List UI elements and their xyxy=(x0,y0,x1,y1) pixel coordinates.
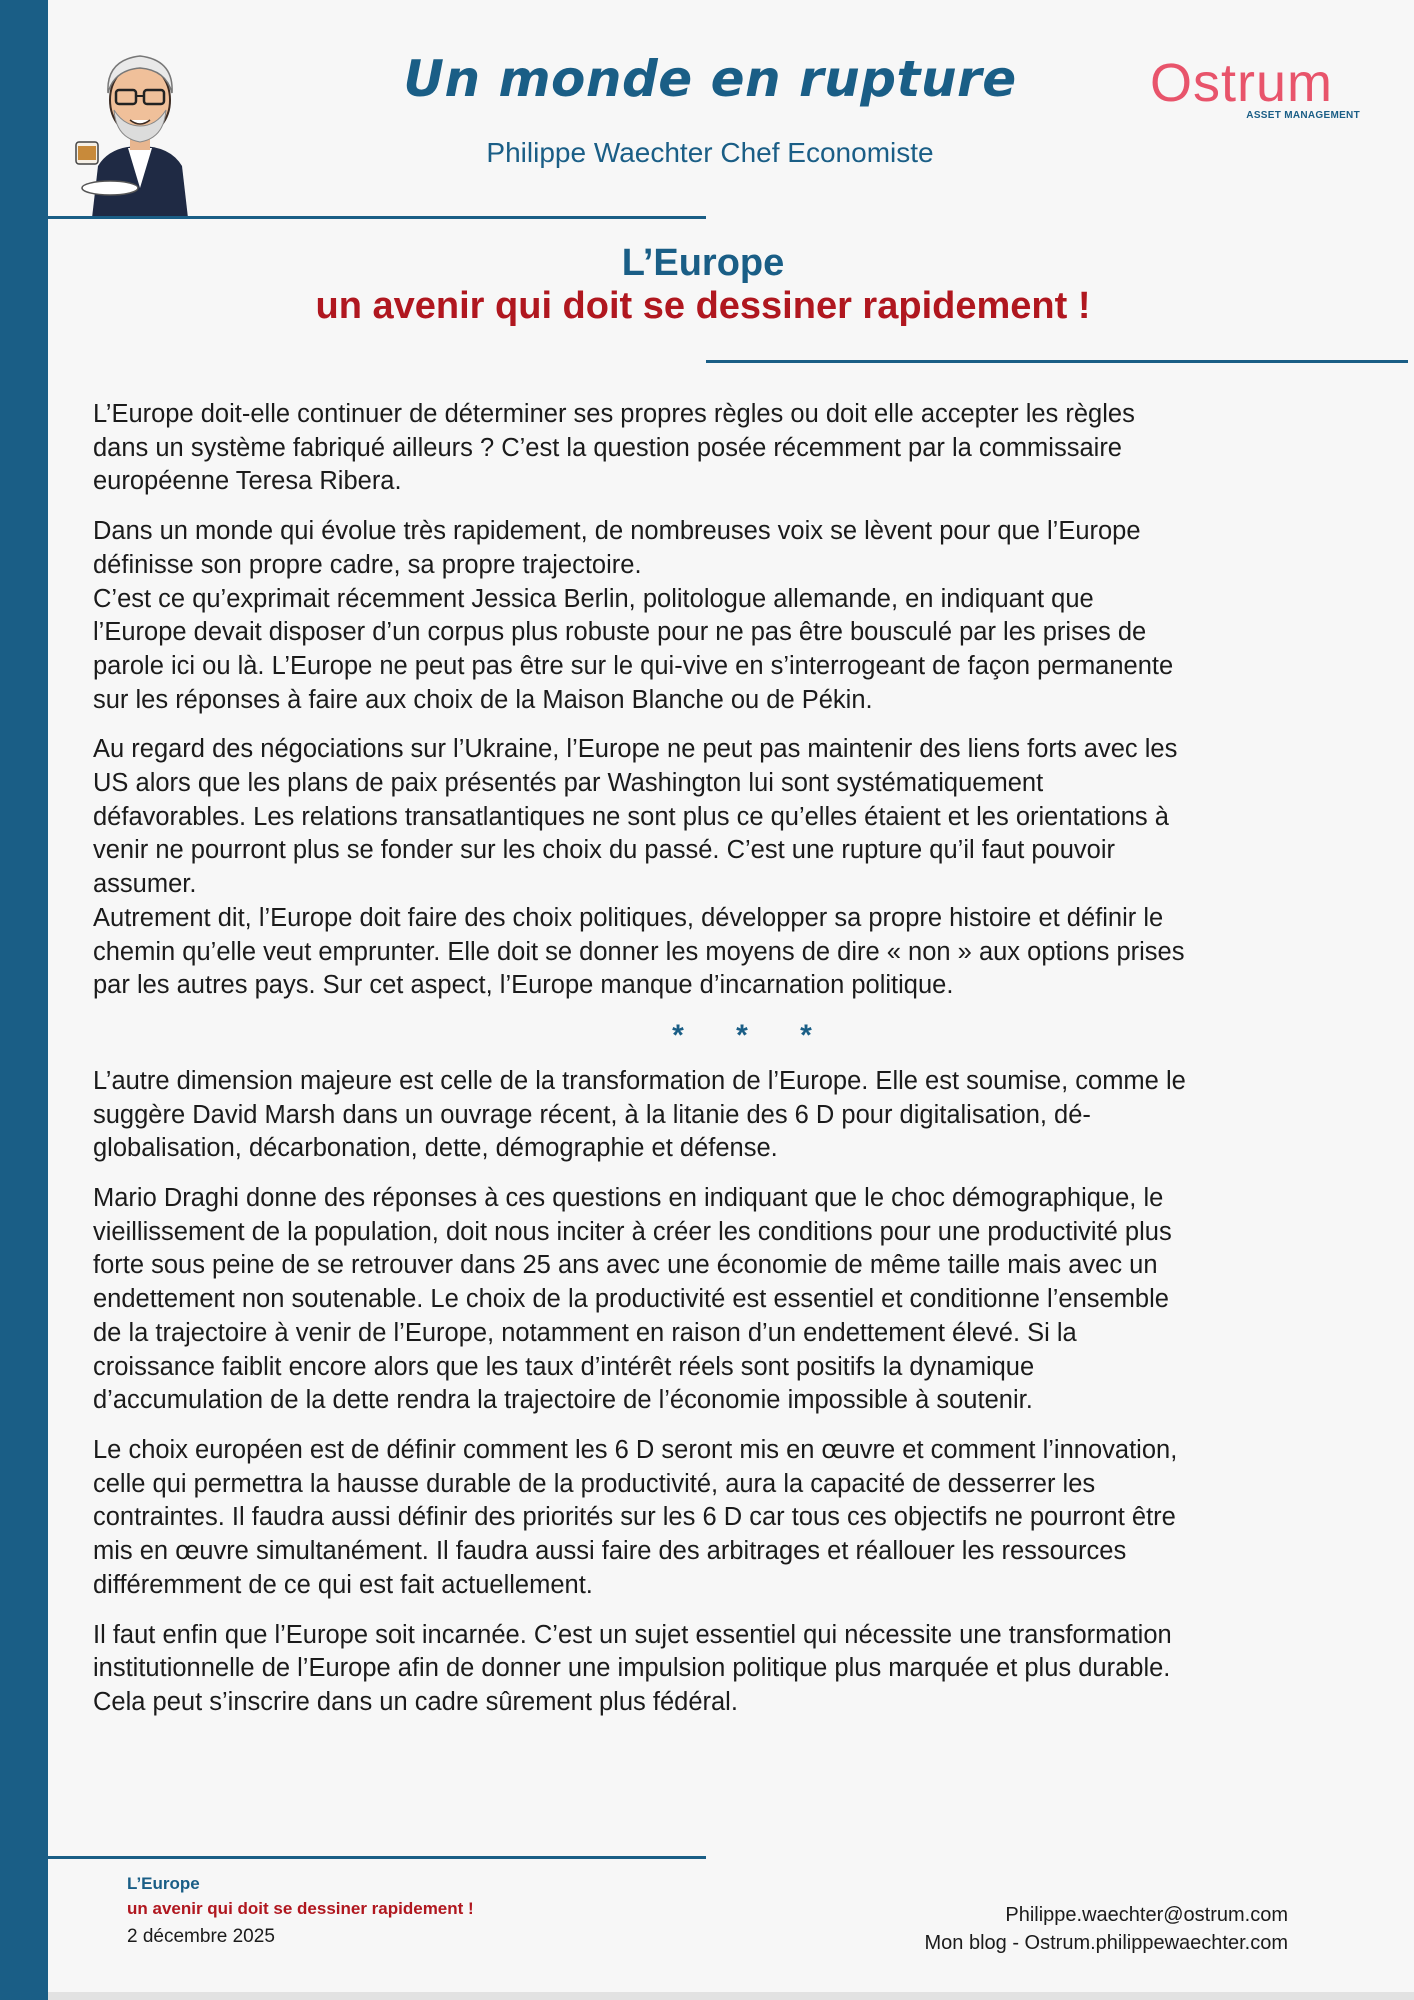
paragraph: L’autre dimension majeure est celle de la transformation de l’Europe. Elle est soumise, comme le suggère David Marsh dans un ouvrage récent, à la litanie des 6 D pour digitalisation, dé- globalisation, décarbonation, dette, démographie et défense. xyxy=(93,1066,1186,1163)
paragraph: Mario Draghi donne des réponses à ces questions en indiquant que le choc démographique, le vieillissement de la population, doit nous inciter à créer les conditions pour une productivité plus forte sous peine de se retrouver dans 25 ans avec une économie de même taille mais avec un endettement non soutenable. Le choix de la productivité est essentiel et conditionne l’ensemble de la trajectoire à venir de l’Europe, notamment en raison d’un endettement élevé. Si la croissance faiblit encore alors que les taux d’intérêt réels sont positifs la dynamique d’accumulation de la dette rendra la trajectoire de l’économie impossible à soutenir. xyxy=(93,1184,1172,1415)
footer-title-line1: L’Europe xyxy=(127,1874,200,1893)
paragraph: L’Europe doit-elle continuer de déterminer ses propres règles ou doit elle accepter les règles dans un système fabriqué ailleurs ? C’est la question posée récemment par la commissaire européenne Teresa Ribera. xyxy=(93,400,1135,496)
paragraph: Le choix européen est de définir comment les 6 D seront mis en œuvre et comment l’innovation, celle qui permettra la hausse durable de la productivité, aura la capacité de desserrer les contraintes. Il faudra aussi définir des priorités sur les 6 D car tous ces objectifs ne pourront être mis en œuvre simultanément. Il faudra aussi faire des arbitrages et réallouer les ressources différemment de ce qui est fait actuellement. xyxy=(93,1435,1178,1599)
footer-title-line2: un avenir qui doit se dessiner rapidement ! xyxy=(127,1899,474,1918)
footer-blog-link[interactable]: Mon blog - Ostrum.philippewaechter.com xyxy=(924,1932,1288,1954)
left-sidebar-band xyxy=(0,0,48,2000)
footer-email-link[interactable]: Philippe.waechter@ostrum.com xyxy=(1005,1904,1288,1926)
paragraph: Au regard des négociations sur l’Ukraine, l’Europe ne peut pas maintenir des liens forts avec les US alors que les plans de paix présentés par Washington lui sont systématiquement défavorables. Les relations transatlantiques ne sont plus ce qu’elles étaient et les orientations à venir ne pourront plus se fonder sur les choix du passé. C’est une rupture qu’il faut pouvoir assumer. Autrement dit, l’Europe doit faire des choix politiques, développer sa propre histoire et définir le chemin qu’elle veut emprunter. Elle doit se donner les moyens de dire « non » aux options prises par les autres pays. Sur cet aspect, l’Europe manque d’incarnation politique. xyxy=(93,735,1185,1000)
divider-mid xyxy=(706,360,1408,363)
logo-tagline: ASSET MANAGEMENT xyxy=(1246,110,1360,121)
header-subtitle: Philippe Waechter Chef Economiste xyxy=(486,137,934,168)
headline-line2: un avenir qui doit se dessiner rapidement ! xyxy=(315,285,1091,327)
article-body xyxy=(93,398,1373,1736)
bottom-strip xyxy=(48,1992,1414,2000)
footer-date: 2 décembre 2025 xyxy=(127,1926,275,1947)
caricature-avatar-icon xyxy=(70,38,210,218)
paragraph: Dans un monde qui évolue très rapidement, de nombreuses voix se lèvent pour que l’Europe définisse son propre cadre, sa propre trajectoire. C’est ce qu’exprimait récemment Jessica Berlin, politologue allemande, en indiquant que l’Europe devait disposer d’un corpus plus robuste pour ne pas être bousculé par les prises de parole ici ou là. L’Europe ne peut pas être sur le qui-vive en s’interrogeant de façon permanente sur les réponses à faire aux choix de la Maison Blanche ou de Pékin. xyxy=(93,517,1174,714)
logo-name: Ostrum xyxy=(1150,53,1334,113)
headline-line1: L’Europe xyxy=(621,242,785,284)
divider-top xyxy=(48,216,706,219)
ostrum-logo xyxy=(1150,55,1360,125)
paragraph: Il faut enfin que l’Europe soit incarnée. C’est un sujet essentiel qui nécessite une transformation institutionnelle de l’Europe afin de donner une impulsion politique plus marquée et plus durable. Cela peut s’inscrire dans un cadre sûrement plus fédéral. xyxy=(93,1620,1172,1716)
section-separator: * * * xyxy=(672,1018,834,1052)
divider-bottom xyxy=(48,1856,706,1859)
header-title: Un monde en rupture xyxy=(403,50,1017,108)
